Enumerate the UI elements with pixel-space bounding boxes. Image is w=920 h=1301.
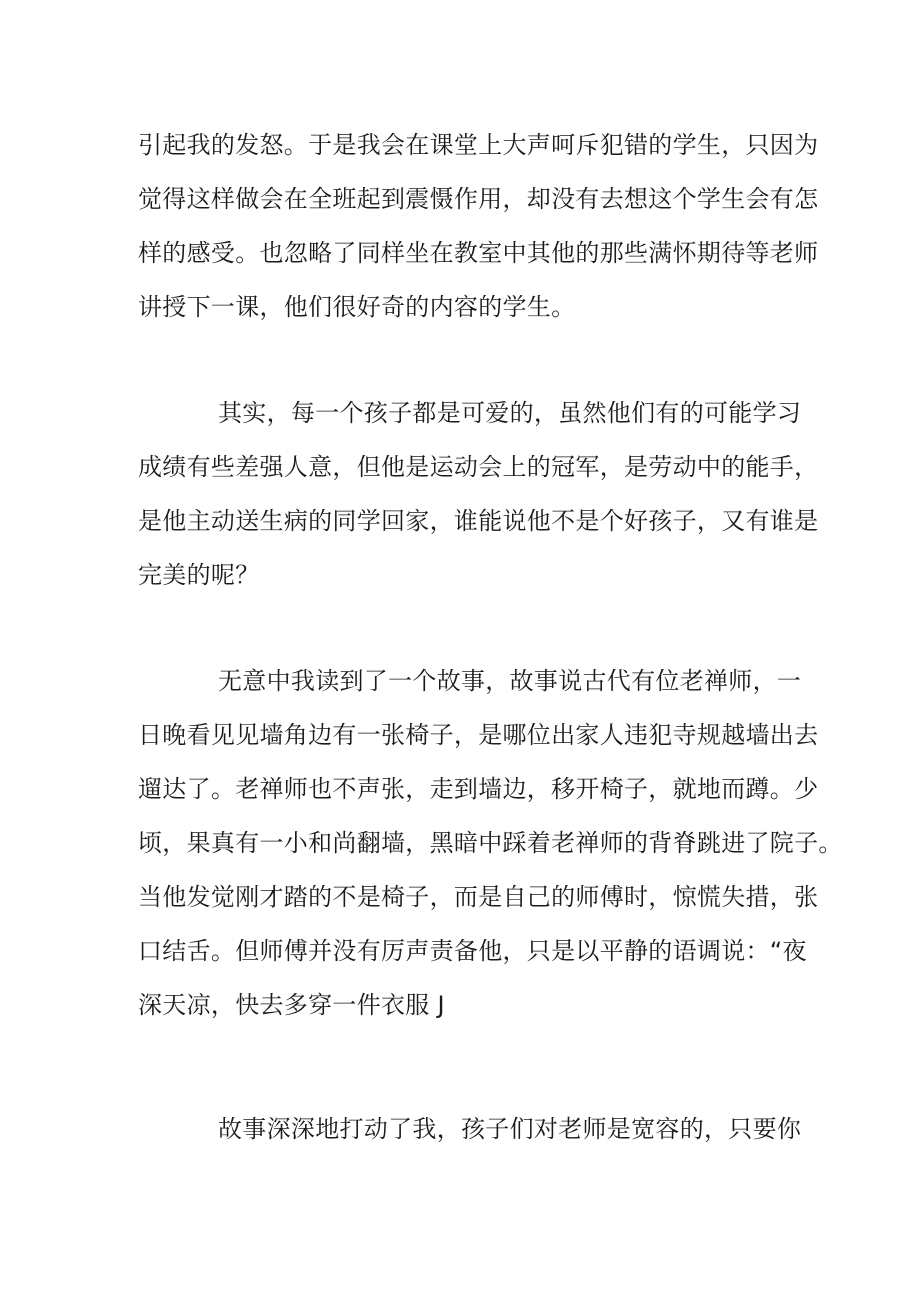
text-line: 讲授下一课，他们很好奇的内容的学生。 [138,293,576,321]
text-line: 故事深深地打动了我，孩子们对老师是宽容的，只要你 [218,1115,802,1143]
text-line: 日晚看见见墙角边有一张椅子，是哪位出家人违犯寺规越墙出去 [138,721,819,749]
text-line: 成绩有些差强人意，但他是运动会上的冠军，是劳动中的能手， [138,453,819,481]
text-line: 是他主动送生病的同学回家，谁能说他不是个好孩子，又有谁是 [138,507,819,535]
text-line: 引起我的发怒。于是我会在课堂上大声呵斥犯错的学生，只因为 [138,131,819,159]
text-line: 顷，果真有一小和尚翻墙，黑暗中踩着老禅师的背脊跳进了院子。 [138,829,843,857]
paragraph-3 [138,654,843,1032]
text-line: 觉得这样做会在全班起到震慑作用，却没有去想这个学生会有怎 [138,185,819,213]
paragraph-4 [138,1102,802,1156]
text-line: 样的感受。也忽略了同样坐在教室中其他的那些满怀期待等老师 [138,239,819,267]
text-line: 完美的呢？ [138,561,260,589]
paragraph-1 [138,118,819,334]
text-line: 口结舌。但师傅并没有厉声责备他，只是以平静的语调说：“夜 [138,937,807,965]
text-line: 无意中我读到了一个故事，故事说古代有位老禅师，一 [218,667,802,695]
text-line: 当他发觉刚才踏的不是椅子，而是自己的师傅时，惊慌失措，张 [138,883,819,911]
text-line: 其实，每一个孩子都是可爱的，虽然他们有的可能学习 [218,399,802,427]
text-line: 深天凉，快去多穿一件衣服 J [138,991,445,1019]
paragraph-2 [138,386,819,602]
text-line: 遛达了。老禅师也不声张，走到墙边，移开椅子，就地而蹲。少 [138,775,819,803]
